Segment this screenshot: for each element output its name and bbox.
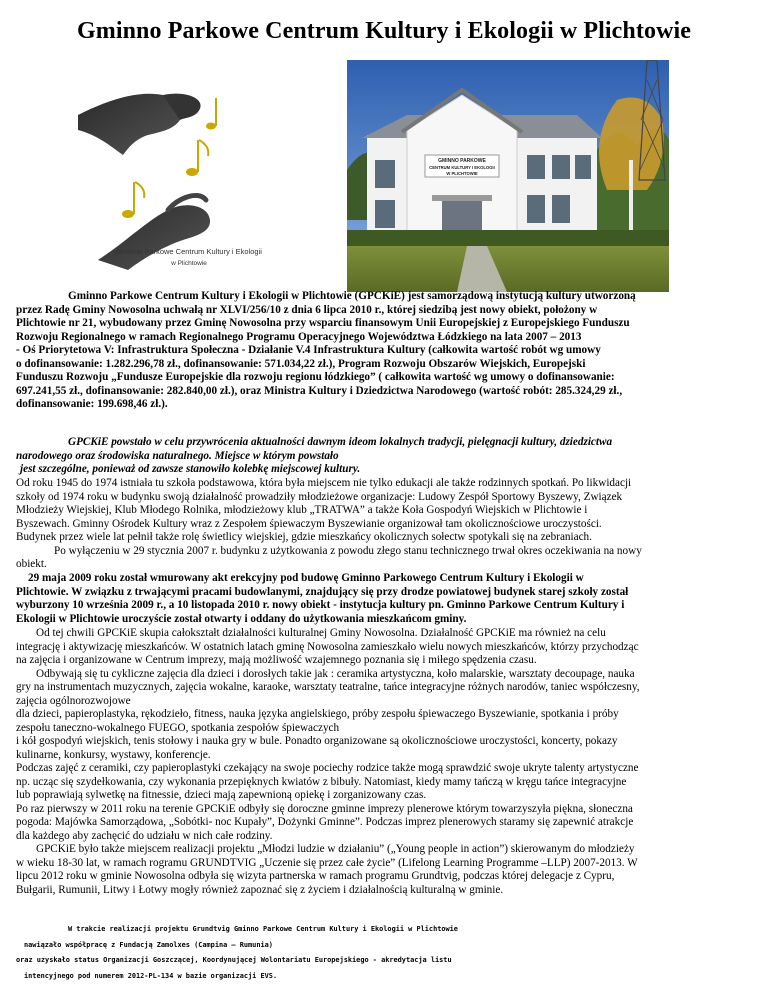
- final-line: oraz uzyskało status Organizacji Goszczącej, Koordynującej Wolontariatu Europejskiego - akredytacja listu: [16, 956, 452, 965]
- activity-line: i kół gospodyń wiejskich, tenis stołowy i nauka gry w bule. Ponadto organizowane są okolicznościowe uroczystości, koncerty, pokazy: [16, 735, 618, 747]
- construction-paragraph: [16, 572, 756, 626]
- activity-line: lub poprawiają sylwetkę na fitnessie, dzieci mają zapewnioną opiekę i zorganizowany czas.: [16, 789, 427, 801]
- construction-line: Plichtowie. W związku z trwającymi pracami budowlanymi, znajdujący się przy drodze powiatowej budynek starej szkoły został: [16, 585, 629, 598]
- activity-line: kulinarne, konkursy, wystawy, konferencje.: [16, 748, 211, 761]
- construction-line: Ekologii w Plichtowie uroczyście został otwarty i oddany do użytkowania mieszkańcom gminy.: [16, 612, 467, 625]
- activity-line: integrację i aktywizację mieszkańców. W ostatnich latach gminę Nowosolna zamieszkało wielu nowych mieszkańców, którzy przychodząc: [16, 640, 639, 653]
- intro-line: Rozwoju Regionalnego w ramach Regionalnego Programu Operacyjnego Województwa Łódzkiego na lata 2007 – 2013: [16, 330, 582, 343]
- building-photo-image: [347, 60, 669, 292]
- activity-line: GPCKiE było także miejscem realizacji projektu „Młodzi ludzie w działaniu” („Young people in action”) skierowanym do młodzieży: [36, 843, 635, 855]
- activity-line: zespołu taneczno-wokalnego FUEGO, spotkania zespołów śpiewaczych: [16, 721, 340, 734]
- mission-line: narodowego oraz środowiska naturalnego. Miejsce w którym powstało: [16, 449, 339, 462]
- intro-line: dofinansowanie: 199.698,46 zł.).: [16, 398, 168, 410]
- activity-line: np. ucząc się szydełkowania, czy wykonania przepięknych kwiatów z bibuły. Natomiast, kiedy mamy tańczą w kręgu tańce integracyjne: [16, 775, 627, 788]
- construction-line: wyburzony 10 września 2009 r., a 10 listopada 2010 r. nowy obiekt - instytucja kultury pn. Gminno Parkowe Centrum Kultury i: [16, 599, 625, 611]
- activity-line: w wieku 18-30 lat, w ramach rogramu GRUNDTVIG „Uczenie się przez całe życie” (Lifelong Learning Programme –LLP) 2007-2013. W: [16, 856, 638, 869]
- final-line: intencyjnego pod numerem 2012-PL-134 w bazie organizacji EVS.: [24, 972, 278, 981]
- building-sign-line3: W PLICHTOWIE: [446, 171, 478, 176]
- logo-text-line1: Gminno Parkowe Centrum Kultury i Ekologii: [116, 247, 262, 256]
- activity-line: pogoda: Majówka Samorządowa, „Sobótki- noc Kupały”, Dożynki Gminne”. Podczas imprez plenerowych staramy się zapewnić atrakcje: [16, 816, 634, 828]
- logo-text-line2: w Plichtowie: [171, 260, 207, 267]
- hands-logo-icon: [68, 60, 310, 278]
- history-line: Byszewach. Gminny Ośrodek Kultury wraz z Zespołem śpiewaczym Byszewianie organizował tam okolicznościowe uroczystości.: [16, 517, 602, 530]
- activity-line: Bułgarii, Rumunii, Litwy i Łotwy mogły również zapoznać się z życiem i działalnością kulturalną w gminie.: [16, 883, 504, 896]
- activity-line: zajęcia ogólnorozwojowe: [16, 694, 131, 707]
- logo-image: [68, 60, 310, 278]
- grundtvig-paragraph: [16, 922, 764, 985]
- building-sign-line2: CENTRUM KULTURY I EKOLOGII: [429, 165, 495, 170]
- activity-line: Po raz pierwszy w 2011 roku na terenie GPCKiE odbyły się doroczne gminne imprezy plenerowe którym towarzyszyła piękna, słoneczna: [16, 802, 633, 815]
- activities-paragraph: [16, 627, 756, 897]
- activity-line: Odbywają się tu cykliczne zajęcia dla dzieci i dorosłych takie jak : ceramika artystyczna, koło malarskie, warsztaty decoupage, nauka: [36, 667, 635, 680]
- intro-line: 697.241,55 zł., dofinansowanie: 282.840,00 zł.), oraz Ministra Kultury i Dziedzictwa Narodowego (wartość robót: 285.324,29 zł.,: [16, 384, 623, 397]
- building-photo: [347, 60, 669, 292]
- history-line: Młodzieży Wiejskiej, Klub Młodego Rolnika, młodzieżowy klub „TRATWA” a także Koła Gospodyń Wiejskich w Plichtowie i: [16, 504, 588, 516]
- final-line: nawiązało współpracę z Fundacją Zamolxes (Campina – Rumunia): [24, 940, 273, 949]
- page-title: Gminno Parkowe Centrum Kultury i Ekologii w Plichtowie: [76, 18, 692, 44]
- history-paragraph: [16, 477, 756, 572]
- activity-line: dla dzieci, papieroplastyka, rękodzieło, fitness, nauka języka angielskiego, próby zespołu śpiewaczego Byszewianie, spotkania i próby: [16, 708, 619, 720]
- construction-line: 29 maja 2009 roku został wmurowany akt erekcyjny pod budowę Gminno Parkowego Centrum Kultury i Ekologii w: [28, 572, 584, 584]
- intro-line: - Oś Priorytetowa V: Infrastruktura Społeczna - Działanie V.4 Infrastruktura Kultury (całkowita wartość robót wg umowy: [16, 344, 601, 356]
- history-line: Po wyłączeniu w 29 stycznia 2007 r. budynku z użytkowania z powodu złego stanu technicznego trwał okres oczekiwania na nowy: [54, 544, 642, 557]
- history-line: obiekt.: [16, 558, 47, 570]
- intro-line: przez Radę Gminy Nowosolna uchwałą nr XLVI/256/10 z dnia 6 lipca 2010 r., której siedzibą jest nowy obiekt, położony w: [16, 303, 598, 316]
- history-line: szkoły od 1974 roku w budynku swoją działalność prowadziły młodzieżowe organizacje: Ludowy Zespół Sportowy Byszewy, Związek: [16, 490, 623, 503]
- history-line: Od roku 1945 do 1974 istniała tu szkoła podstawowa, która była miejscem nie tylko edukacji ale także rodzinnych spotkań. Po likwidacji: [16, 477, 632, 489]
- activity-line: dla każdego aby zachęcić do udziału w nich całe rodziny.: [16, 829, 273, 842]
- building-sign-line1: GMINNO PARKOWE: [438, 158, 486, 164]
- activity-line: na zajęcia i organizowane w Centrum imprezy, mają możliwość wzajemnego poznania się i miłego spędzenia czasu.: [16, 654, 537, 666]
- activity-line: Od tej chwili GPCKiE skupia całokształt działalności kulturalnej Gminy Nowosolna. Działalność GPCKiE ma również na celu: [36, 627, 606, 639]
- intro-line: Plichtowie nr 21, wybudowany przez Gminę Nowosolna przy wsparciu finansowym Unii Europejskiej z Europejskiego Funduszu: [16, 317, 630, 329]
- history-line: Budynek przez wiele lat pełnił także rolę świetlicy wiejskiej, gdzie mieszkańcy okolicznych sołectw spotykali się na zebraniach.: [16, 531, 592, 543]
- mission-paragraph: [16, 436, 756, 477]
- final-line: W trakcie realizacji projektu Grundtvig Gminno Parkowe Centrum Kultury i Ekologii w Plichtowie: [68, 925, 458, 933]
- activity-line: Podczas zajęć z ceramiki, czy papieroplastyki czekający na swoje pociechy rodzice także mogą sprawdzić swoje ukryte talenty artystyczne: [16, 762, 639, 774]
- intro-line: o dofinansowanie: 1.282.296,78 zł., dofinansowanie: 571.034,22 zł.), Program Rozwoju Obszarów Wiejskich, Europejski: [16, 357, 586, 370]
- mission-line: jest szczególne, ponieważ od zawsze stanowiło kolebkę miejscowej kultury.: [20, 463, 361, 475]
- intro-paragraph: [16, 290, 756, 412]
- activity-line: gry na instrumentach muzycznych, zajęcia wokalne, karaoke, warsztaty teatralne, tańce integracyjne różnych narodów, taniec współczesny,: [16, 681, 640, 693]
- activity-line: lipcu 2012 roku w gminie Nowosolna odbyła się wizyta partnerska w ramach programu Grundtvig, podczas której delegacje z Cypru,: [16, 870, 615, 882]
- intro-line: Gminno Parkowe Centrum Kultury i Ekologii w Plichtowie (GPCKiE) jest samorządową instytucją kultury utworzoną: [68, 290, 636, 302]
- mission-line: GPCKiE powstało w celu przywrócenia aktualności dawnym ideom lokalnych tradycji, pielęgnacji kultury, dziedzictwa: [68, 436, 613, 448]
- intro-line: Funduszu Rozwoju „Fundusze Europejskie dla rozwoju regionu łódzkiego” ( całkowita wartość wg umowy o dofinansowanie:: [16, 371, 615, 383]
